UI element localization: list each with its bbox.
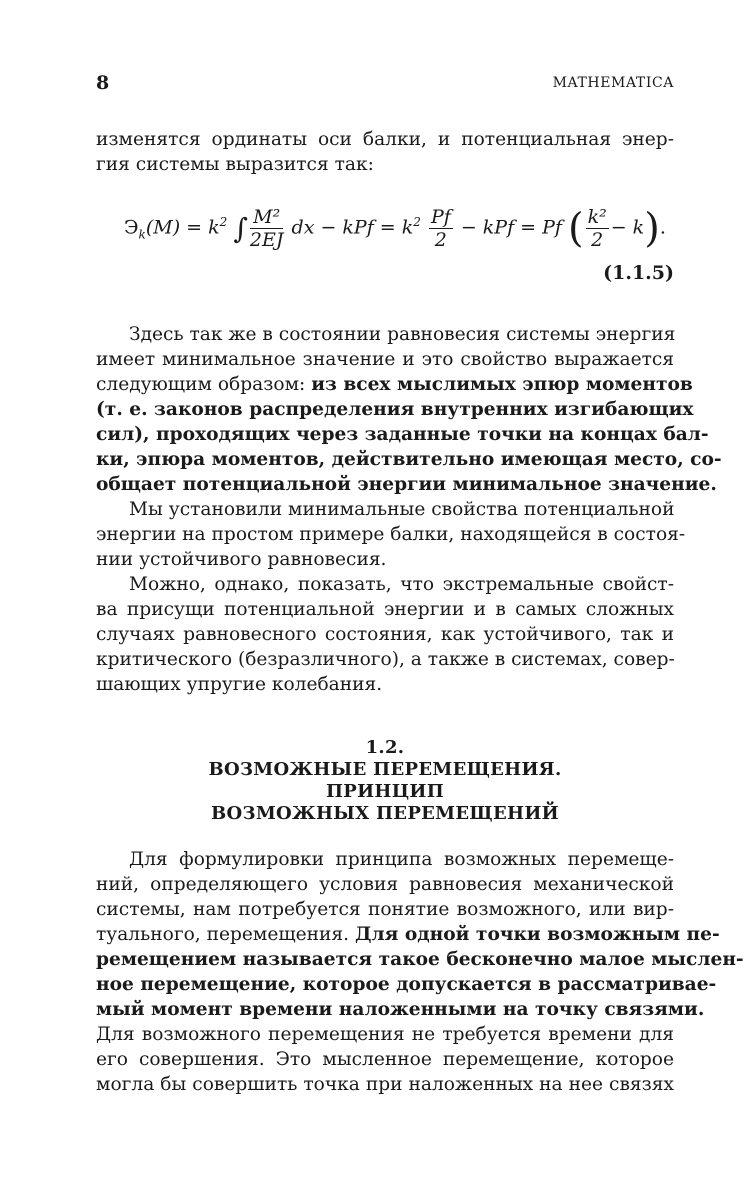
bold-run: Для одной точки возможным пе- (355, 924, 720, 945)
formula-middle: dx − kPf = k (291, 216, 414, 239)
section-heading (96, 737, 674, 825)
text-line (96, 922, 720, 947)
energy-formula (124, 188, 666, 258)
text-line: энергии на простом примере балки, находящейся в состоя- (96, 524, 686, 545)
formula-tail: − k (610, 216, 645, 239)
formula-lhs: Э (124, 216, 139, 239)
text-line (96, 422, 709, 447)
formula-lhs-arg: (M) = k (145, 216, 220, 239)
formula-end: . (659, 216, 666, 239)
fraction-numerator: Pf (430, 206, 451, 228)
left-paren: ( (567, 205, 584, 252)
text-line: Можно, однако, показать, что экстремальные свойст- (129, 574, 674, 595)
section-title-line: ВОЗМОЖНЫЕ ПЕРЕМЕЩЕНИЯ. (208, 759, 562, 780)
running-title: MATHEMATICA (552, 75, 674, 91)
fraction-denominator: 2 (591, 229, 604, 251)
paragraph-beam-example (96, 497, 686, 572)
text-line: случаях равновесного состояния, как устойчивого, так и (96, 624, 674, 645)
text-line (96, 397, 694, 422)
paragraph-virtual-displacement (96, 847, 744, 1097)
text-line: Для формулировки принципа возможных перемеще- (129, 849, 674, 870)
text-run: следующим образом: (96, 374, 306, 395)
text-line: критического (безразличного), а также в системах, совер- (96, 649, 675, 670)
formula-lhs-subscript: k (138, 227, 146, 242)
text-line: имеет минимальное значение и это свойство выражается (96, 349, 674, 370)
text-line: Для возможного перемещения не требуется времени для (96, 1024, 674, 1045)
page-number: 8 (96, 72, 110, 94)
integral-sign: ∫ (233, 212, 248, 245)
text-line (96, 447, 722, 472)
section-title-line: ПРИНЦИП (325, 781, 445, 802)
bold-run: общает потенциальной энергии минимальное значение. (96, 474, 717, 495)
bold-run: сил), проходящих через заданные точки на концах бал- (96, 424, 709, 445)
fraction-numerator: M² (250, 206, 284, 229)
fraction-numerator: k² (587, 206, 607, 228)
intro-paragraph (96, 127, 674, 177)
text-line (96, 947, 744, 972)
formula-middle: − kPf = Pf (460, 216, 562, 239)
text-run: туального, перемещения. (96, 924, 350, 945)
text-line: Здесь так же в состоянии равновесия системы энергия (129, 324, 676, 345)
bold-run: из всех мыслимых эпюр моментов (311, 374, 693, 395)
equation-number: (1.1.5) (603, 262, 674, 284)
text-line: системы, нам потребуется понятие возможного, или вир- (96, 899, 674, 920)
fraction-denominator: 2 (434, 229, 447, 251)
fraction-denominator: 2EJ (249, 229, 284, 251)
text-line: могла бы совершить точка при наложенных на нее связях (96, 1074, 674, 1095)
paragraph-extremal-properties (96, 572, 674, 697)
text-line: ва присущи потенциальной энергии и в самых сложных (96, 599, 674, 620)
text-line: гия системы выразится так: (96, 154, 374, 175)
bold-run: мый момент времени наложенными на точку связями. (96, 999, 705, 1020)
text-line (96, 972, 717, 997)
page-header (96, 72, 674, 96)
formula-power: 2 (219, 215, 228, 230)
bold-run: ремещением называется такое бесконечно малое мыслен- (96, 949, 744, 970)
fraction-m2-2ej (250, 206, 284, 251)
formula-power: 2 (413, 215, 421, 230)
bold-run: (т. е. законов распределения внутренних изгибающих (96, 399, 694, 420)
text-line: нии устойчивого равновесия. (96, 549, 387, 570)
bold-run: ное перемещение, которое допускается в рассматривае- (96, 974, 717, 995)
text-line: Мы установили минимальные свойства потенциальной (129, 499, 675, 520)
right-paren: ) (644, 205, 660, 252)
text-line: его совершения. Это мысленное перемещение, которое (96, 1049, 674, 1070)
bold-run: ки, эпюра моментов, действительно имеющая место, со- (96, 449, 722, 470)
text-line: ний, определяющего условия равновесия механической (96, 874, 674, 895)
text-line: шающих упругие колебания. (96, 674, 383, 695)
text-line (96, 472, 717, 497)
text-line: изменятся ординаты оси балки, и потенциальная энер- (96, 129, 674, 150)
fraction-k2-2 (586, 206, 609, 251)
fraction-pf-2 (429, 206, 453, 251)
section-number: 1.2. (365, 737, 405, 758)
section-title-line: ВОЗМОЖНЫХ ПЕРЕМЕЩЕНИЙ (211, 803, 559, 824)
text-line (96, 997, 705, 1022)
text-line (96, 372, 693, 397)
paragraph-minimum-energy (96, 322, 722, 497)
